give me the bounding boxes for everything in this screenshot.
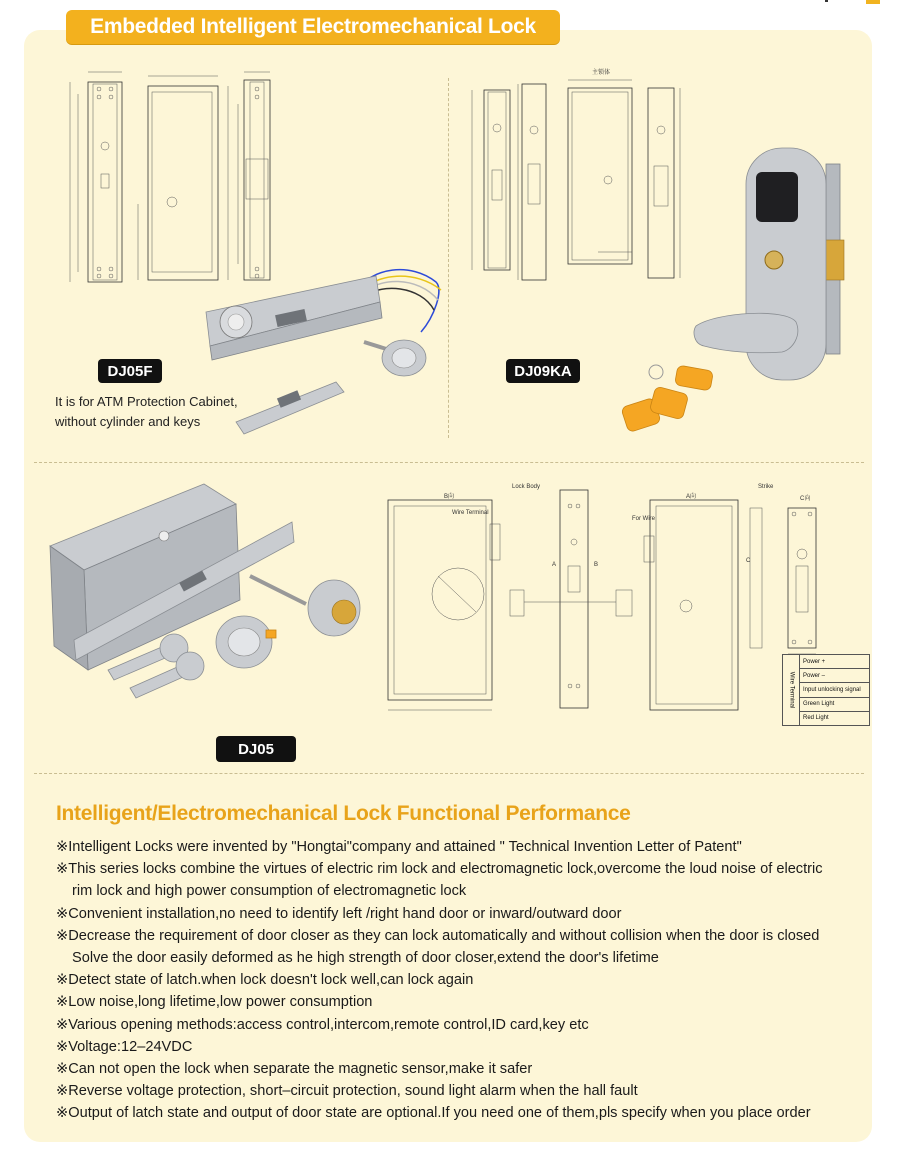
strike-label: Strike (758, 484, 774, 490)
feature-item: ※Various opening methods:access control,intercom,remote control,ID card,key etc (56, 1016, 589, 1033)
for-wire-label: For Wire (632, 516, 655, 522)
page-corner-tab (866, 0, 880, 4)
dj05f-label: DJ05F (98, 359, 162, 383)
feature-item: ※Convenient installation,no need to identify left /right hand door or inward/outward door (56, 905, 622, 922)
a-side-label: A向 (686, 494, 697, 500)
a-marker: A (552, 562, 557, 568)
dj05f-note-line: without cylinder and keys (55, 414, 201, 429)
b-marker: B (594, 562, 599, 568)
feature-item: ※Voltage:12–24VDC (56, 1038, 193, 1055)
feature-item-continuation: rim lock and high power consumption of electromagnetic lock (72, 883, 467, 900)
page-corner-mark (825, 0, 828, 2)
b-side-label: B向 (444, 494, 455, 500)
feature-item: ※Reverse voltage protection, short–circuit protection, sound light alarm when the hall fault (56, 1083, 638, 1100)
feature-item: ※Low noise,long lifetime,low power consumption (56, 994, 373, 1011)
dj05f-note-line: It is for ATM Protection Cabinet, (55, 394, 238, 409)
feature-item: ※Can not open the lock when separate the magnetic sensor,make it safer (56, 1061, 533, 1078)
lock-body-label: Lock Body (512, 484, 541, 490)
terminal-row: Input unlocking signal (800, 683, 869, 697)
wire-terminal-legend-title: Wire Terminal (783, 655, 800, 725)
page-title: Embedded Intelligent Electromechanical Lock (66, 10, 560, 44)
divider-top (34, 462, 864, 463)
wire-terminal-legend (782, 654, 870, 726)
feature-item: ※Decrease the requirement of door closer as they can lock automatically and without collision when the door is closed (56, 927, 820, 944)
dj05f-technical-drawing (60, 64, 290, 294)
performance-list (56, 836, 866, 1125)
feature-item: ※Intelligent Locks were invented by "Hongtai"company and attained " Technical Invention Letter of Patent" (56, 839, 742, 855)
feature-item: ※Detect state of latch.when lock doesn't lock well,can lock again (56, 972, 474, 989)
dj05f-note (55, 392, 238, 432)
feature-item: ※Output of latch state and output of door state are optional.If you need one of them,pls specify when you place order (56, 1105, 811, 1122)
performance-title: Intelligent/Electromechanical Lock Functional Performance (56, 802, 631, 825)
dj09ka-label: DJ09KA (506, 359, 580, 383)
dj05-product-photo (44, 480, 374, 720)
terminal-row: Green Light (800, 698, 869, 712)
divider-bottom (34, 773, 864, 774)
c-side-label: C向 (800, 496, 811, 502)
wire-terminal-label: Wire Terminal (452, 510, 489, 516)
wire-terminal-rows (800, 655, 869, 725)
c-marker: C (746, 558, 751, 564)
dj09ka-top-label: 主锁体 (592, 70, 611, 76)
feature-item-continuation: Solve the door easily deformed as he high strength of door closer,extend the door's lifetime (72, 950, 659, 967)
feature-item: ※This series locks combine the virtues of electric rim lock and electromagnetic lock,overcome the loud noise of electric (56, 861, 823, 878)
terminal-row: Power – (800, 669, 869, 683)
terminal-row: Power + (800, 655, 869, 669)
terminal-row: Red Light (803, 715, 829, 722)
dj05-label: DJ05 (216, 736, 296, 762)
dj09ka-product-photo (596, 140, 856, 440)
